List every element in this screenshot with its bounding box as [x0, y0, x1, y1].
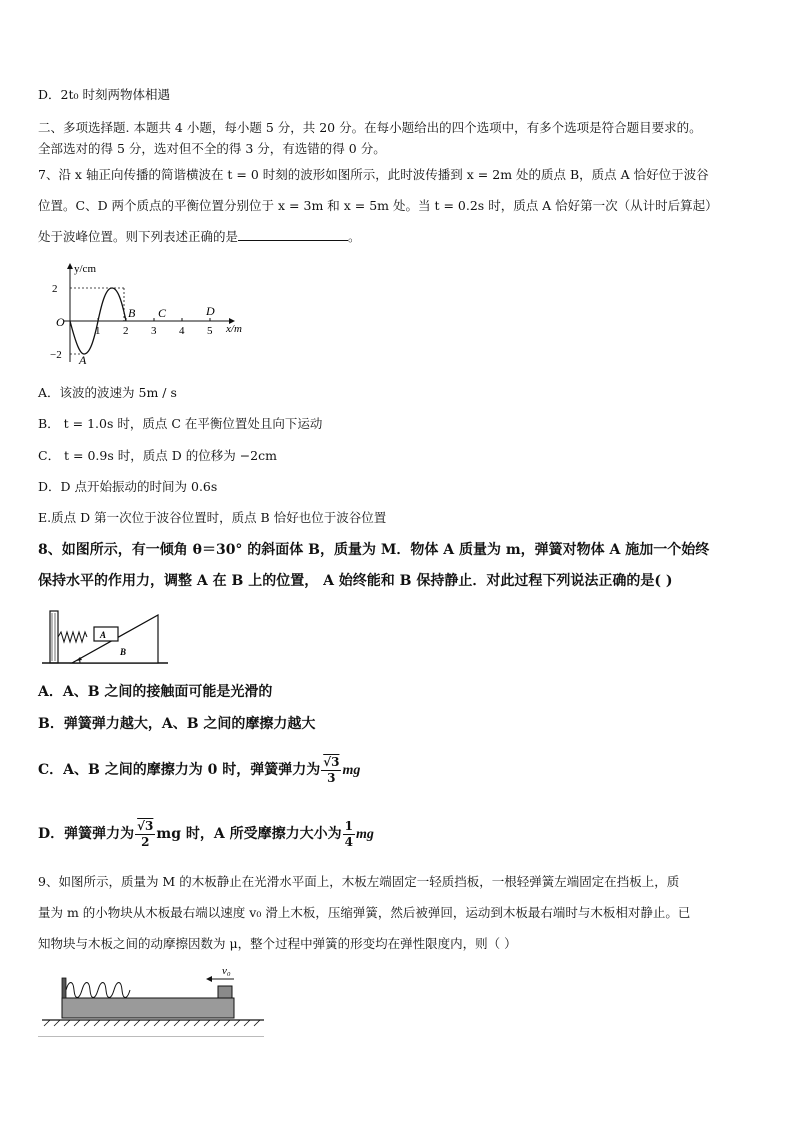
fraction-sqrt3-over-3: $\frac{√3}{3}$ — [323, 754, 340, 785]
point-b-label: B — [128, 306, 136, 320]
q7-option-c: C． t = 0.9s 时，质点 D 的位移为 −2cm — [38, 448, 277, 463]
label-a: A — [100, 630, 107, 640]
point-d-label: D — [206, 304, 215, 318]
q8d-text2: mg 时，A 所受摩擦力大小为 — [156, 826, 342, 842]
point-a-label: A — [79, 353, 87, 367]
section2-heading-line2: 全部选对的得 5 分，选对但不全的得 3 分，有选错的得 0 分。 — [38, 141, 386, 156]
velocity-label: v₀ — [222, 965, 231, 977]
divider — [38, 1036, 264, 1037]
stop-plate — [62, 978, 66, 998]
section2-heading-line1: 二、多项选择题. 本题共 4 小题，每小题 5 分，共 20 分。在每小题给出的四个选项中，有多个选项是符合题目要求的。 — [38, 120, 702, 135]
point-c-label: C — [158, 306, 167, 320]
q8-stem-line2: 保持水平的作用力，调整 A 在 B 上的位置， A 始终能和 B 保持静止．对此过程下列说法正确的是( ) — [38, 573, 673, 589]
q6-option-d: D．2t₀ 时刻两物体相遇 — [38, 87, 170, 102]
q7-wave-figure — [48, 258, 258, 370]
spring — [58, 632, 87, 642]
x-tick-3: 3 — [151, 325, 157, 337]
q7-stem-line3 — [38, 228, 361, 246]
y-axis-label: y/cm — [74, 263, 96, 275]
q9-stem-line2: 量为 m 的小物块从木板最右端以速度 v₀ 滑上木板，压缩弹簧，然后被弹回，运动到木板最右端时与木板相对静止。已 — [38, 905, 691, 920]
q7-stem-line2: 位置。C、D 两个质点的平衡位置分别位于 x = 3m 和 x = 5m 处。当 t = 0.2s 时，质点 A 恰好第一次（从计时后算起） — [38, 198, 718, 213]
q7-stem-line1: 7、沿 x 轴正向传播的简谐横波在 t = 0 时刻的波形如图所示，此时波传播到 x = 2m 处的质点 B，质点 A 恰好位于波谷 — [38, 167, 709, 182]
q8c-mg: mg — [342, 763, 361, 778]
y-tick-neg2: −2 — [50, 349, 62, 361]
x-axis-label: x/m — [226, 323, 242, 335]
q7-option-b: B． t = 1.0s 时，质点 C 在平衡位置处且向下运动 — [38, 416, 323, 431]
q9-stem-line1: 9、如图所示，质量为 M 的木板静止在光滑水平面上，木板左端固定一轻质挡板，一根轻弹簧左端固定在挡板上，质 — [38, 874, 680, 889]
small-block — [218, 986, 232, 998]
q8-stem-line1: 8、如图所示，有一倾角 θ＝30° 的斜面体 B，质量为 M．物体 A 质量为 m，弹簧对物体 A 施加一个始终 — [38, 542, 710, 558]
q8-option-b: B．弹簧弹力越大，A、B 之间的摩擦力越大 — [38, 716, 316, 732]
q7-option-d: D．D 点开始振动的时间为 0.6s — [38, 479, 218, 494]
q8-option-a: A．A、B 之间的接触面可能是光滑的 — [38, 684, 273, 700]
board — [62, 998, 234, 1018]
x-tick-1: 1 — [95, 325, 101, 337]
label-b: B — [120, 647, 127, 657]
x-tick-4: 4 — [179, 325, 185, 337]
x-tick-5: 5 — [207, 325, 213, 337]
q8-option-d — [38, 816, 374, 853]
fraction-1-over-4: $\frac{1}{4}$ — [344, 818, 353, 849]
q8c-text: C．A、B 之间的摩擦力为 0 时，弹簧弹力为 — [38, 762, 321, 778]
q8-incline-figure — [40, 605, 170, 667]
origin-label: O — [56, 315, 65, 329]
q7-option-a: A．该波的波速为 5m / s — [38, 385, 177, 400]
x-tick-2: 2 — [123, 325, 129, 337]
spring-coil — [66, 983, 130, 998]
q9-stem-line3: 知物块与木板之间的动摩擦因数为 μ，整个过程中弹簧的形变均在弹性限度内，则（ ） — [38, 936, 517, 951]
q7-stem-text: 处于波峰位置。则下列表述正确的是 — [38, 229, 239, 244]
q8d-mg: mg — [355, 827, 374, 842]
q8-option-c — [38, 752, 360, 789]
q7-stem-end: 。 — [348, 229, 361, 244]
q9-board-figure — [38, 962, 268, 1040]
fraction-sqrt3-over-2: $\frac{√3}{2}$ — [137, 818, 154, 849]
q8d-text1: D．弹簧弹力为 — [38, 826, 135, 842]
answer-blank — [238, 228, 348, 241]
q7-option-e: E.质点 D 第一次位于波谷位置时，质点 B 恰好也位于波谷位置 — [38, 510, 387, 525]
y-tick-2: 2 — [52, 283, 58, 295]
